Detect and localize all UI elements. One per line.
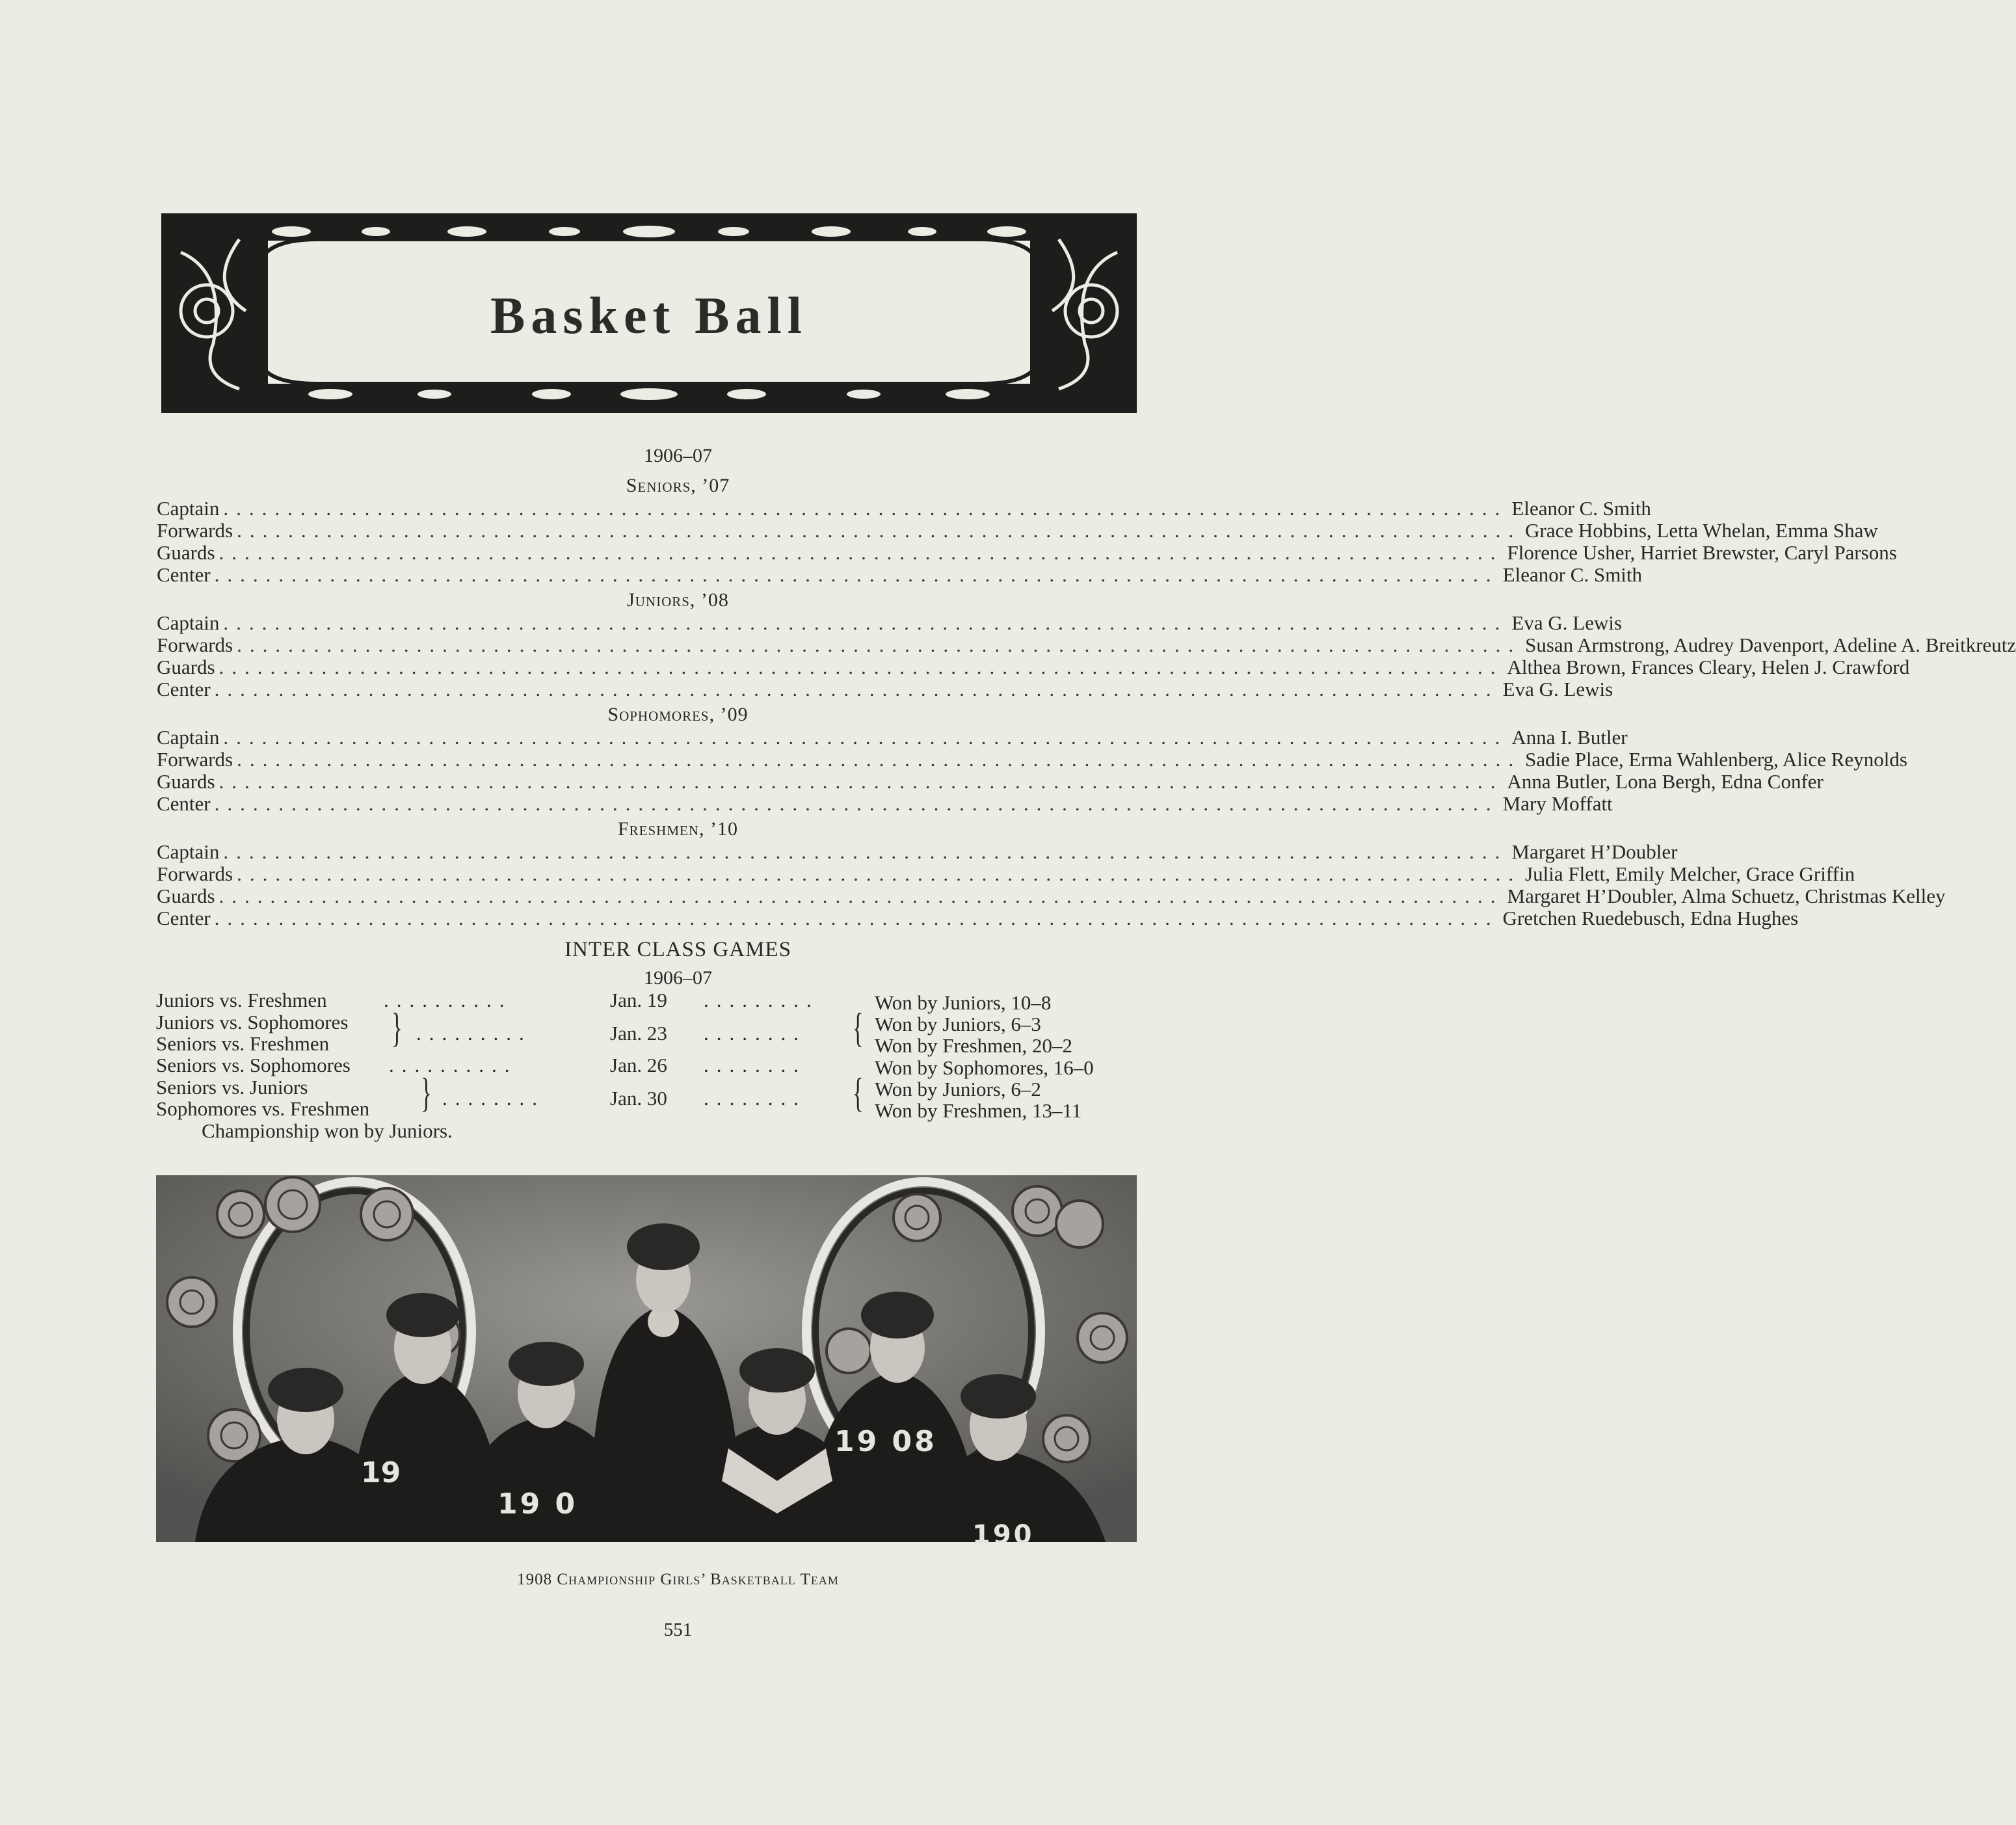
game-date: Jan. 23: [610, 1022, 667, 1045]
roster-names: Margaret H’Doubler: [1511, 840, 1678, 863]
team-photo: [156, 1175, 1137, 1550]
jersey-number: 190: [972, 1520, 1035, 1550]
roster-names: Eva G. Lewis: [1502, 678, 1613, 700]
roster-role: Guards: [157, 885, 215, 907]
roster-row: [157, 748, 1907, 771]
dot-leader: ....................................................................................................: [219, 885, 1504, 907]
class-heading-seniors: Seniors, ’07: [626, 475, 730, 496]
roster-names: Margaret H’Doubler, Alma Schuetz, Christmas Kelley: [1507, 885, 1946, 907]
roster-names: Eleanor C. Smith: [1502, 563, 1643, 586]
jersey-number: 19: [361, 1456, 401, 1489]
team-photo-image: [156, 1175, 1137, 1542]
page-number: 551: [663, 1619, 693, 1640]
dot-leader: ....................................................................................................: [223, 726, 1508, 749]
game-result: Won by Freshmen, 20–2: [875, 1034, 1073, 1057]
jersey-number: 19 08: [834, 1425, 937, 1458]
inter-class-title: INTER CLASS GAMES: [564, 938, 791, 961]
roster-names: Eleanor C. Smith: [1511, 497, 1651, 520]
roster-row: [157, 907, 1799, 929]
roster-row: [157, 862, 1855, 885]
class-heading-freshmen: Freshmen, ’10: [617, 818, 739, 840]
roster-row: [157, 792, 1613, 815]
roster-role: Forwards: [157, 748, 233, 771]
roster-names: Althea Brown, Frances Cleary, Helen J. Crawford: [1507, 656, 1910, 678]
left-brace-icon: {: [852, 1069, 864, 1115]
roster-names: Florence Usher, Harriet Brewster, Caryl Parsons: [1507, 541, 1897, 564]
class-heading-sophomores: Sophomores, ’09: [607, 704, 749, 725]
dot-leader: ..........: [389, 1054, 518, 1076]
dot-leader: ....................................................................................................: [214, 678, 1499, 700]
dot-leader: ....................................................................................................: [223, 840, 1508, 863]
game-matchup: Seniors vs. Freshmen: [156, 1032, 330, 1055]
right-brace-icon: }: [420, 1069, 432, 1115]
roster-role: Captain: [157, 611, 220, 634]
roster-names: Eva G. Lewis: [1511, 611, 1623, 634]
game-result: Won by Juniors, 6–3: [875, 1013, 1041, 1035]
dot-leader: ....................................................................................................: [214, 563, 1499, 586]
dot-leader: ..........: [384, 989, 512, 1011]
game-date: Jan. 19: [610, 989, 667, 1011]
left-brace-icon: {: [852, 1004, 864, 1050]
dot-leader: ........: [704, 1054, 806, 1076]
game-matchup: Sophomores vs. Freshmen: [156, 1097, 370, 1120]
roster-row: [157, 563, 1643, 586]
roster-names: Grace Hobbins, Letta Whelan, Emma Shaw: [1525, 519, 1878, 542]
roster-role: Forwards: [157, 862, 233, 885]
dot-leader: ....................................................................................................: [219, 541, 1504, 564]
game-date: Jan. 26: [610, 1054, 667, 1076]
roster-row: [157, 770, 1824, 793]
dot-leader: ........: [704, 1022, 806, 1045]
roster-names: Anna Butler, Lona Bergh, Edna Confer: [1507, 770, 1824, 793]
roster-names: Sadie Place, Erma Wahlenberg, Alice Reynolds: [1525, 748, 1907, 771]
roster-names: Susan Armstrong, Audrey Davenport, Adeline A. Breitkreutz: [1525, 633, 2016, 656]
dot-leader: .........: [416, 1022, 532, 1045]
roster-role: Captain: [157, 840, 220, 863]
dot-leader: ....................................................................................................: [237, 748, 1522, 771]
roster-role: Center: [157, 792, 211, 815]
roster-role: Center: [157, 563, 211, 586]
roster-role: Guards: [157, 656, 215, 678]
roster-row: [157, 840, 1678, 863]
game-date: Jan. 30: [610, 1087, 667, 1110]
game-matchup: Juniors vs. Freshmen: [156, 989, 327, 1011]
dot-leader: ....................................................................................................: [214, 907, 1499, 929]
dot-leader: ....................................................................................................: [223, 611, 1508, 634]
photo-caption: 1908 Championship Girls’ Basketball Team: [517, 1571, 839, 1588]
roster-role: Captain: [157, 497, 220, 520]
roster-role: Captain: [157, 726, 220, 749]
roster-role: Center: [157, 907, 211, 929]
dot-leader: ....................................................................................................: [237, 633, 1522, 656]
roster-row: [157, 541, 1897, 564]
roster-role: Guards: [157, 770, 215, 793]
right-brace-icon: }: [391, 1004, 403, 1050]
page-title: Basket Ball: [490, 287, 808, 345]
season-year: 1906–07: [644, 445, 712, 466]
roster-row: [157, 519, 1878, 542]
dot-leader: ....................................................................................................: [237, 862, 1522, 885]
roster-names: Julia Flett, Emily Melcher, Grace Griffin: [1525, 862, 1855, 885]
title-ornament-frame: [161, 213, 1137, 413]
dot-leader: ....................................................................................................: [214, 792, 1499, 815]
roster-role: Forwards: [157, 519, 233, 542]
game-result: Won by Sophomores, 16–0: [875, 1056, 1094, 1079]
dot-leader: ........: [442, 1087, 545, 1110]
game-matchup: Seniors vs. Sophomores: [156, 1054, 351, 1076]
roster-row: [157, 678, 1613, 700]
roster-row: [157, 885, 1946, 907]
dot-leader: ....................................................................................................: [237, 519, 1522, 542]
jersey-number: 19 0: [497, 1487, 578, 1521]
game-matchup: Juniors vs. Sophomores: [156, 1011, 349, 1033]
roster-row: [157, 497, 1651, 520]
dot-leader: .........: [704, 989, 819, 1011]
game-result: Won by Juniors, 6–2: [875, 1078, 1041, 1100]
roster-row: [157, 726, 1628, 749]
roster-names: Mary Moffatt: [1502, 792, 1613, 815]
game-matchup: Seniors vs. Juniors: [156, 1076, 308, 1099]
dot-leader: ....................................................................................................: [223, 497, 1508, 520]
dot-leader: ....................................................................................................: [219, 656, 1504, 678]
roster-role: Forwards: [157, 633, 233, 656]
roster-names: Anna I. Butler: [1511, 726, 1628, 749]
roster-row: [157, 656, 1910, 678]
dot-leader: ........: [704, 1087, 806, 1110]
game-result: Won by Freshmen, 13–11: [875, 1099, 1082, 1122]
roster-row: [157, 633, 2016, 656]
game-result: Won by Juniors, 10–8: [875, 991, 1052, 1014]
dot-leader: ....................................................................................................: [219, 770, 1504, 793]
roster-role: Guards: [157, 541, 215, 564]
roster-role: Center: [157, 678, 211, 700]
championship-note: Championship won by Juniors.: [202, 1119, 453, 1142]
class-heading-juniors: Juniors, ’08: [627, 589, 729, 611]
roster-names: Gretchen Ruedebusch, Edna Hughes: [1502, 907, 1799, 929]
roster-row: [157, 611, 1623, 634]
inter-class-season: 1906–07: [644, 967, 712, 989]
